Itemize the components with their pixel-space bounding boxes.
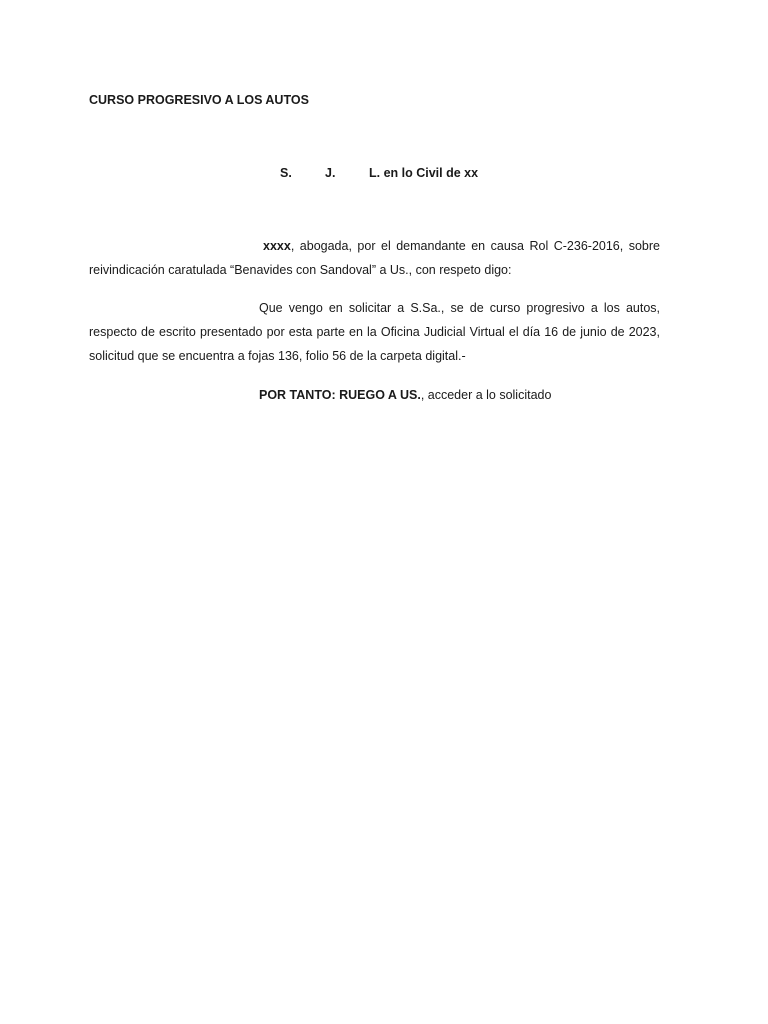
addressee-part-1: S. xyxy=(280,166,292,180)
closing-line xyxy=(259,388,551,402)
introduction-text: , abogada, por el demandante en causa Rol C-236-2016, sobre reivindicación caratulada “Benavides con Sandoval” a Us., con respeto digo: xyxy=(89,239,660,277)
paragraph-introduction xyxy=(89,234,660,282)
addressee-line xyxy=(280,166,478,180)
addressee-part-3: L. en lo Civil de xx xyxy=(369,166,479,180)
request-text: Que vengo en solicitar a S.Sa., se de curso progresivo a los autos, respecto de escrito presentado por esta parte en la Oficina Judicial Virtual el día 16 de junio de 2023, solicitud que se encuentra a fojas 136, folio 56 de la carpeta digital.- xyxy=(89,301,660,363)
paragraph-request xyxy=(89,296,660,368)
addressee-part-2: J. xyxy=(325,166,336,180)
closing-bold: POR TANTO: RUEGO A US. xyxy=(259,388,421,402)
document-title: CURSO PROGRESIVO A LOS AUTOS xyxy=(89,93,309,107)
closing-rest: , acceder a lo solicitado xyxy=(420,388,552,402)
lawyer-name: xxxx xyxy=(263,239,291,253)
